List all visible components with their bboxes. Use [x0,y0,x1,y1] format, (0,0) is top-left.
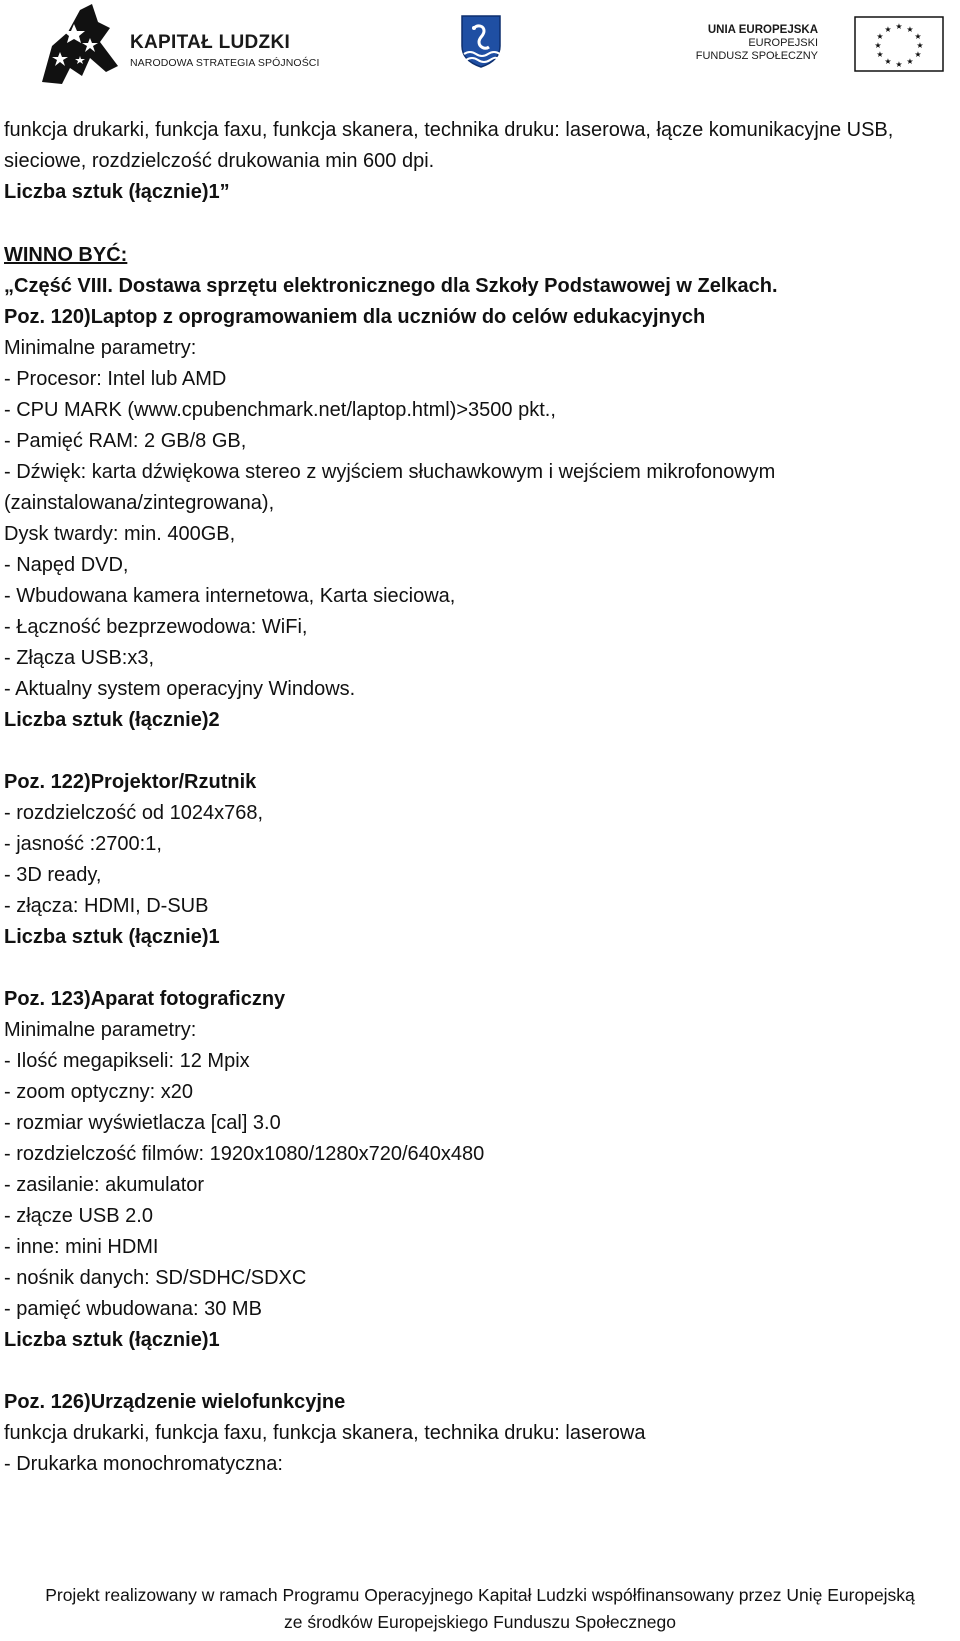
eu-line-3: FUNDUSZ SPOŁECZNY [695,50,818,62]
footer-line-1: Projekt realizowany w ramach Programu Operacyjnego Kapitał Ludzki współfinansowany przez Unię Europejską [45,1585,915,1605]
svg-text:★: ★ [906,25,914,34]
spec-line: - Napęd DVD, [4,554,129,576]
svg-text:★: ★ [895,60,903,69]
item-heading: Poz. 122)Projektor/Rzutnik [4,771,257,793]
spec-line: - Łączność bezprzewodowa: WiFi, [4,616,308,638]
spec-line: - jasność :2700:1, [4,833,162,855]
spec-line: - Ilość megapikseli: 12 Mpix [4,1050,250,1072]
spec-line: - pamięć wbudowana: 30 MB [4,1298,262,1320]
municipal-crest-icon [460,14,502,68]
eu-logo [695,16,950,72]
svg-text:★: ★ [895,22,903,31]
quantity-line: Liczba sztuk (łącznie)2 [4,709,220,731]
svg-text:★: ★ [876,50,884,59]
kapital-ludzki-title: KAPITAŁ LUDZKI [130,32,291,53]
eu-line-2: EUROPEJSKI [748,37,818,49]
spec-line: (zainstalowana/zintegrowana), [4,492,275,514]
spec-line: - rozdzielczość filmów: 1920x1080/1280x720/640x480 [4,1143,485,1165]
text-line: funkcja drukarki, funkcja faxu, funkcja skanera, technika druku: laserowa, łącze komunikacyjne USB, [4,119,894,141]
eu-line-1: UNIA EUROPEJSKA [707,24,818,36]
page-footer [0,1582,960,1636]
eu-text [696,23,818,63]
spec-line: Dysk twardy: min. 400GB, [4,523,236,545]
spec-line: - inne: mini HDMI [4,1236,159,1258]
spec-line: - Pamięć RAM: 2 GB/8 GB, [4,430,247,452]
kapital-ludzki-subtitle: NARODOWA STRATEGIA SPÓJNOŚCI [130,57,320,69]
footer-line-2: ze środków Europejskiego Funduszu Społecznego [283,1612,677,1632]
spec-line: - rozdzielczość od 1024x768, [4,802,264,824]
svg-text:★: ★ [916,41,924,50]
item-heading: Poz. 123)Aparat fotograficzny [4,988,286,1010]
spec-line: - Wbudowana kamera internetowa, Karta sieciowa, [4,585,456,607]
svg-text:★: ★ [876,32,884,41]
spec-line: - CPU MARK (www.cpubenchmark.net/laptop.html)>3500 pkt., [4,399,556,421]
svg-text:★: ★ [874,41,882,50]
spec-line: - zasilanie: akumulator [4,1174,205,1196]
svg-text:★: ★ [914,50,922,59]
spec-line: - 3D ready, [4,864,102,886]
svg-text:★: ★ [884,57,892,66]
spec-line: - Aktualny system operacyjny Windows. [4,678,356,700]
spec-line: - zoom optyczny: x20 [4,1081,193,1103]
svg-text:★: ★ [914,32,922,41]
spec-line: - złącze USB 2.0 [4,1205,153,1227]
quantity-line: Liczba sztuk (łącznie)1” [4,181,230,203]
svg-text:★: ★ [906,57,914,66]
spec-line: - Dźwięk: karta dźwiękowa stereo z wyjściem słuchawkowym i wejściem mikrofonowym [4,461,776,483]
section-heading: WINNO BYĆ: [4,244,128,266]
quantity-line: Liczba sztuk (łącznie)1 [4,926,220,948]
spec-line: - Drukarka monochromatyczna: [4,1453,283,1475]
item-heading: Poz. 120)Laptop z oprogramowaniem dla uczniów do celów edukacyjnych [4,306,706,328]
text-line: Minimalne parametry: [4,1019,197,1041]
part-title: „Część VIII. Dostawa sprzętu elektronicznego dla Szkoły Podstawowej w Zelkach. [4,275,778,297]
spec-line: - nośnik danych: SD/SDHC/SDXC [4,1267,307,1289]
kapital-ludzki-emblem-icon [40,2,122,86]
quantity-line: Liczba sztuk (łącznie)1 [4,1329,220,1351]
eu-flag-icon [854,16,944,72]
text-line: funkcja drukarki, funkcja faxu, funkcja skanera, technika druku: laserowa [4,1422,646,1444]
spec-line: - Złącza USB:x3, [4,647,155,669]
page-header [0,0,960,100]
text-line: Minimalne parametry: [4,337,197,359]
item-heading: Poz. 126)Urządzenie wielofunkcyjne [4,1391,346,1413]
svg-text:★: ★ [884,25,892,34]
spec-line: - rozmiar wyświetlacza [cal] 3.0 [4,1112,281,1134]
kapital-ludzki-logo [40,2,320,86]
text-line: sieciowe, rozdzielczość drukowania min 600 dpi. [4,150,435,172]
spec-line: - Procesor: Intel lub AMD [4,368,227,390]
spec-line: - złącza: HDMI, D-SUB [4,895,209,917]
